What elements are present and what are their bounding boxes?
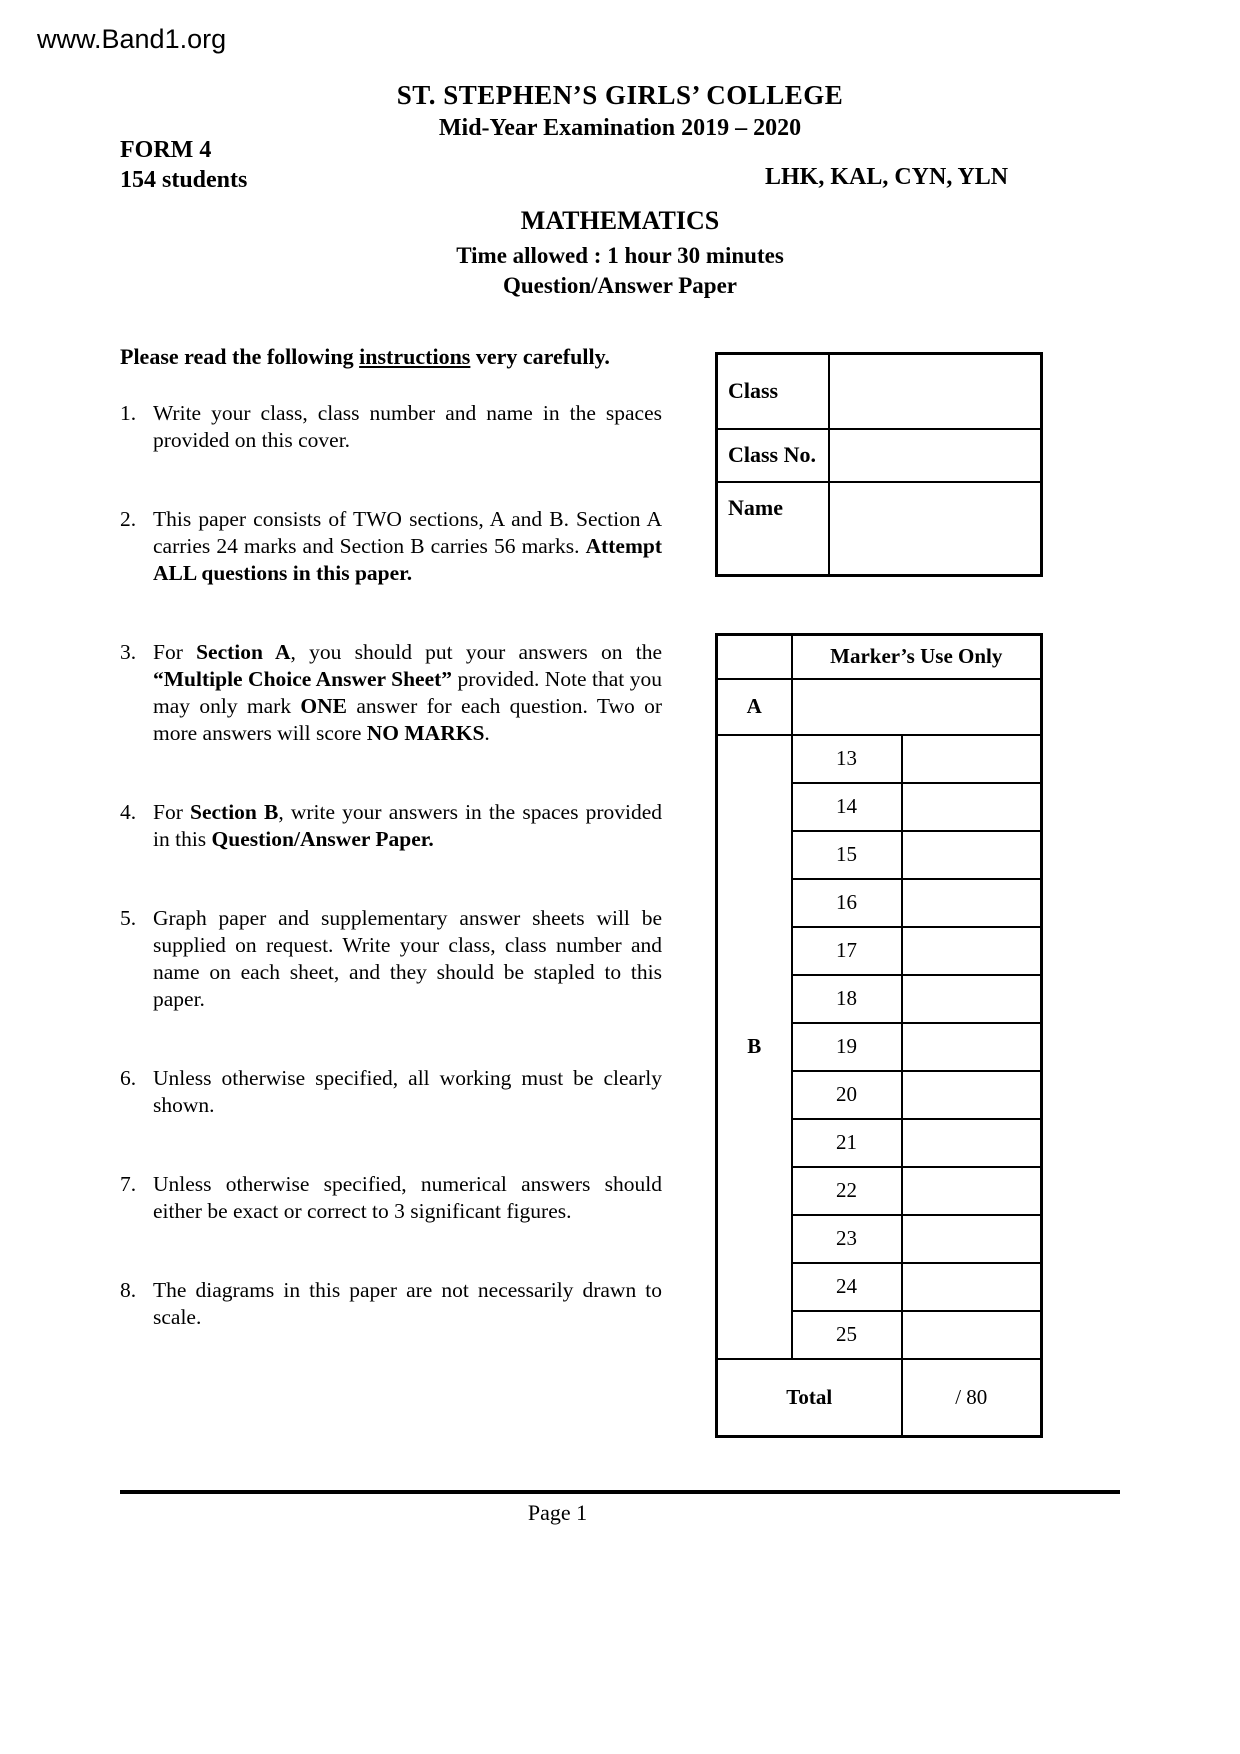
marker-table	[715, 633, 1043, 1438]
question-number: 22	[792, 1167, 902, 1215]
question-mark-cell	[902, 1311, 1042, 1359]
section-b-label: B	[717, 735, 792, 1359]
question-mark-cell	[902, 1167, 1042, 1215]
question-mark-cell	[902, 927, 1042, 975]
question-mark-cell	[902, 1023, 1042, 1071]
instruction-text: This paper consists of TWO sections, A and B. Section A carries 24 marks and Section B carries 56 marks. Attempt ALL questions in this paper.	[153, 507, 662, 585]
paper-type: Question/Answer Paper	[502, 273, 738, 298]
instruction-item	[120, 1277, 662, 1331]
instructions-section	[120, 344, 662, 1383]
students-count: 154 students	[120, 167, 248, 193]
total-marks: / 80	[902, 1359, 1042, 1437]
intro-prefix: Please read the following	[120, 344, 360, 369]
question-number: 15	[792, 831, 902, 879]
question-mark-cell	[902, 735, 1042, 783]
question-mark-cell	[902, 1119, 1042, 1167]
question-mark-cell	[902, 831, 1042, 879]
exam-header	[0, 80, 1240, 142]
instruction-text: Write your class, class number and name in the spaces provided on this cover.	[153, 401, 662, 452]
question-number: 20	[792, 1071, 902, 1119]
section-a-label: A	[717, 679, 792, 735]
question-mark-cell	[902, 879, 1042, 927]
class-label: Class	[717, 354, 829, 429]
time-allowed: Time allowed : 1 hour 30 minutes	[456, 243, 784, 268]
marker-total-row	[717, 1359, 1042, 1437]
student-info-row-class	[717, 354, 1042, 429]
marker-title: Marker’s Use Only	[792, 635, 1042, 679]
instructions-list	[120, 400, 662, 1331]
question-number: 16	[792, 879, 902, 927]
instruction-item	[120, 506, 662, 587]
instruction-number: 6.	[120, 1066, 137, 1090]
instruction-text: The diagrams in this paper are not necessarily drawn to scale.	[153, 1278, 662, 1329]
instruction-item	[120, 799, 662, 853]
instruction-text: Unless otherwise specified, numerical answers should either be exact or correct to 3 significant figures.	[153, 1172, 662, 1223]
name-value-cell	[829, 482, 1042, 576]
marker-questions-body	[717, 735, 1042, 1359]
page-number: Page 1	[527, 1500, 588, 1525]
question-mark-cell	[902, 975, 1042, 1023]
question-mark-cell	[902, 1263, 1042, 1311]
student-info-row-name	[717, 482, 1042, 576]
instruction-text: For Section A, you should put your answers on the “Multiple Choice Answer Sheet” provided. Note that you may only mark ONE answer for each question. Two or more answers will score NO MARKS.	[153, 640, 663, 745]
intro-underlined-word: instructions	[359, 344, 471, 369]
subject-block	[0, 206, 1240, 299]
instruction-text: Unless otherwise specified, all working must be clearly shown.	[153, 1066, 662, 1117]
question-number: 18	[792, 975, 902, 1023]
question-number: 19	[792, 1023, 902, 1071]
instruction-number: 1.	[120, 401, 137, 425]
teacher-initials: LHK, KAL, CYN, YLN	[765, 164, 1009, 190]
question-number: 13	[792, 735, 902, 783]
class-no-value-cell	[829, 429, 1042, 482]
question-number: 25	[792, 1311, 902, 1359]
marker-header-row	[717, 635, 1042, 679]
instruction-number: 5.	[120, 906, 137, 930]
instruction-number: 4.	[120, 800, 137, 824]
form-label: FORM 4	[120, 137, 212, 163]
marker-question-row	[717, 735, 1042, 783]
instructions-intro	[120, 344, 662, 370]
instruction-text: For Section B, write your answers in the spaces provided in this Question/Answer Paper.	[153, 800, 662, 851]
instruction-item	[120, 1065, 662, 1119]
instruction-number: 7.	[120, 1172, 137, 1196]
name-label: Name	[717, 482, 829, 576]
student-info-table	[715, 352, 1043, 577]
school-name: ST. STEPHEN’S GIRLS’ COLLEGE	[396, 80, 844, 110]
footer-rule	[120, 1490, 1120, 1494]
question-number: 23	[792, 1215, 902, 1263]
question-mark-cell	[902, 1215, 1042, 1263]
instruction-item	[120, 639, 662, 747]
watermark: www.Band1.org	[37, 24, 227, 54]
instruction-item	[120, 905, 662, 1013]
exam-title: Mid-Year Examination 2019 – 2020	[438, 115, 802, 141]
question-mark-cell	[902, 783, 1042, 831]
class-no-label: Class No.	[717, 429, 829, 482]
student-info-row-classno	[717, 429, 1042, 482]
question-mark-cell	[902, 1071, 1042, 1119]
question-number: 14	[792, 783, 902, 831]
question-number: 24	[792, 1263, 902, 1311]
marker-section-a-row	[717, 679, 1042, 735]
marker-corner-cell	[717, 635, 792, 679]
total-label: Total	[717, 1359, 902, 1437]
instruction-item	[120, 400, 662, 454]
instruction-text: Graph paper and supplementary answer sheets will be supplied on request. Write your class, class number and name on each sheet, and they should be stapled to this paper.	[153, 906, 662, 1011]
intro-suffix: very carefully.	[470, 344, 610, 369]
instruction-number: 2.	[120, 507, 137, 531]
instruction-number: 8.	[120, 1278, 137, 1302]
form-block	[120, 135, 247, 195]
question-number: 21	[792, 1119, 902, 1167]
subject-title: MATHEMATICS	[520, 206, 720, 235]
instruction-number: 3.	[120, 640, 137, 664]
class-value-cell	[829, 354, 1042, 429]
section-a-mark-cell	[792, 679, 1042, 735]
question-number: 17	[792, 927, 902, 975]
instruction-item	[120, 1171, 662, 1225]
